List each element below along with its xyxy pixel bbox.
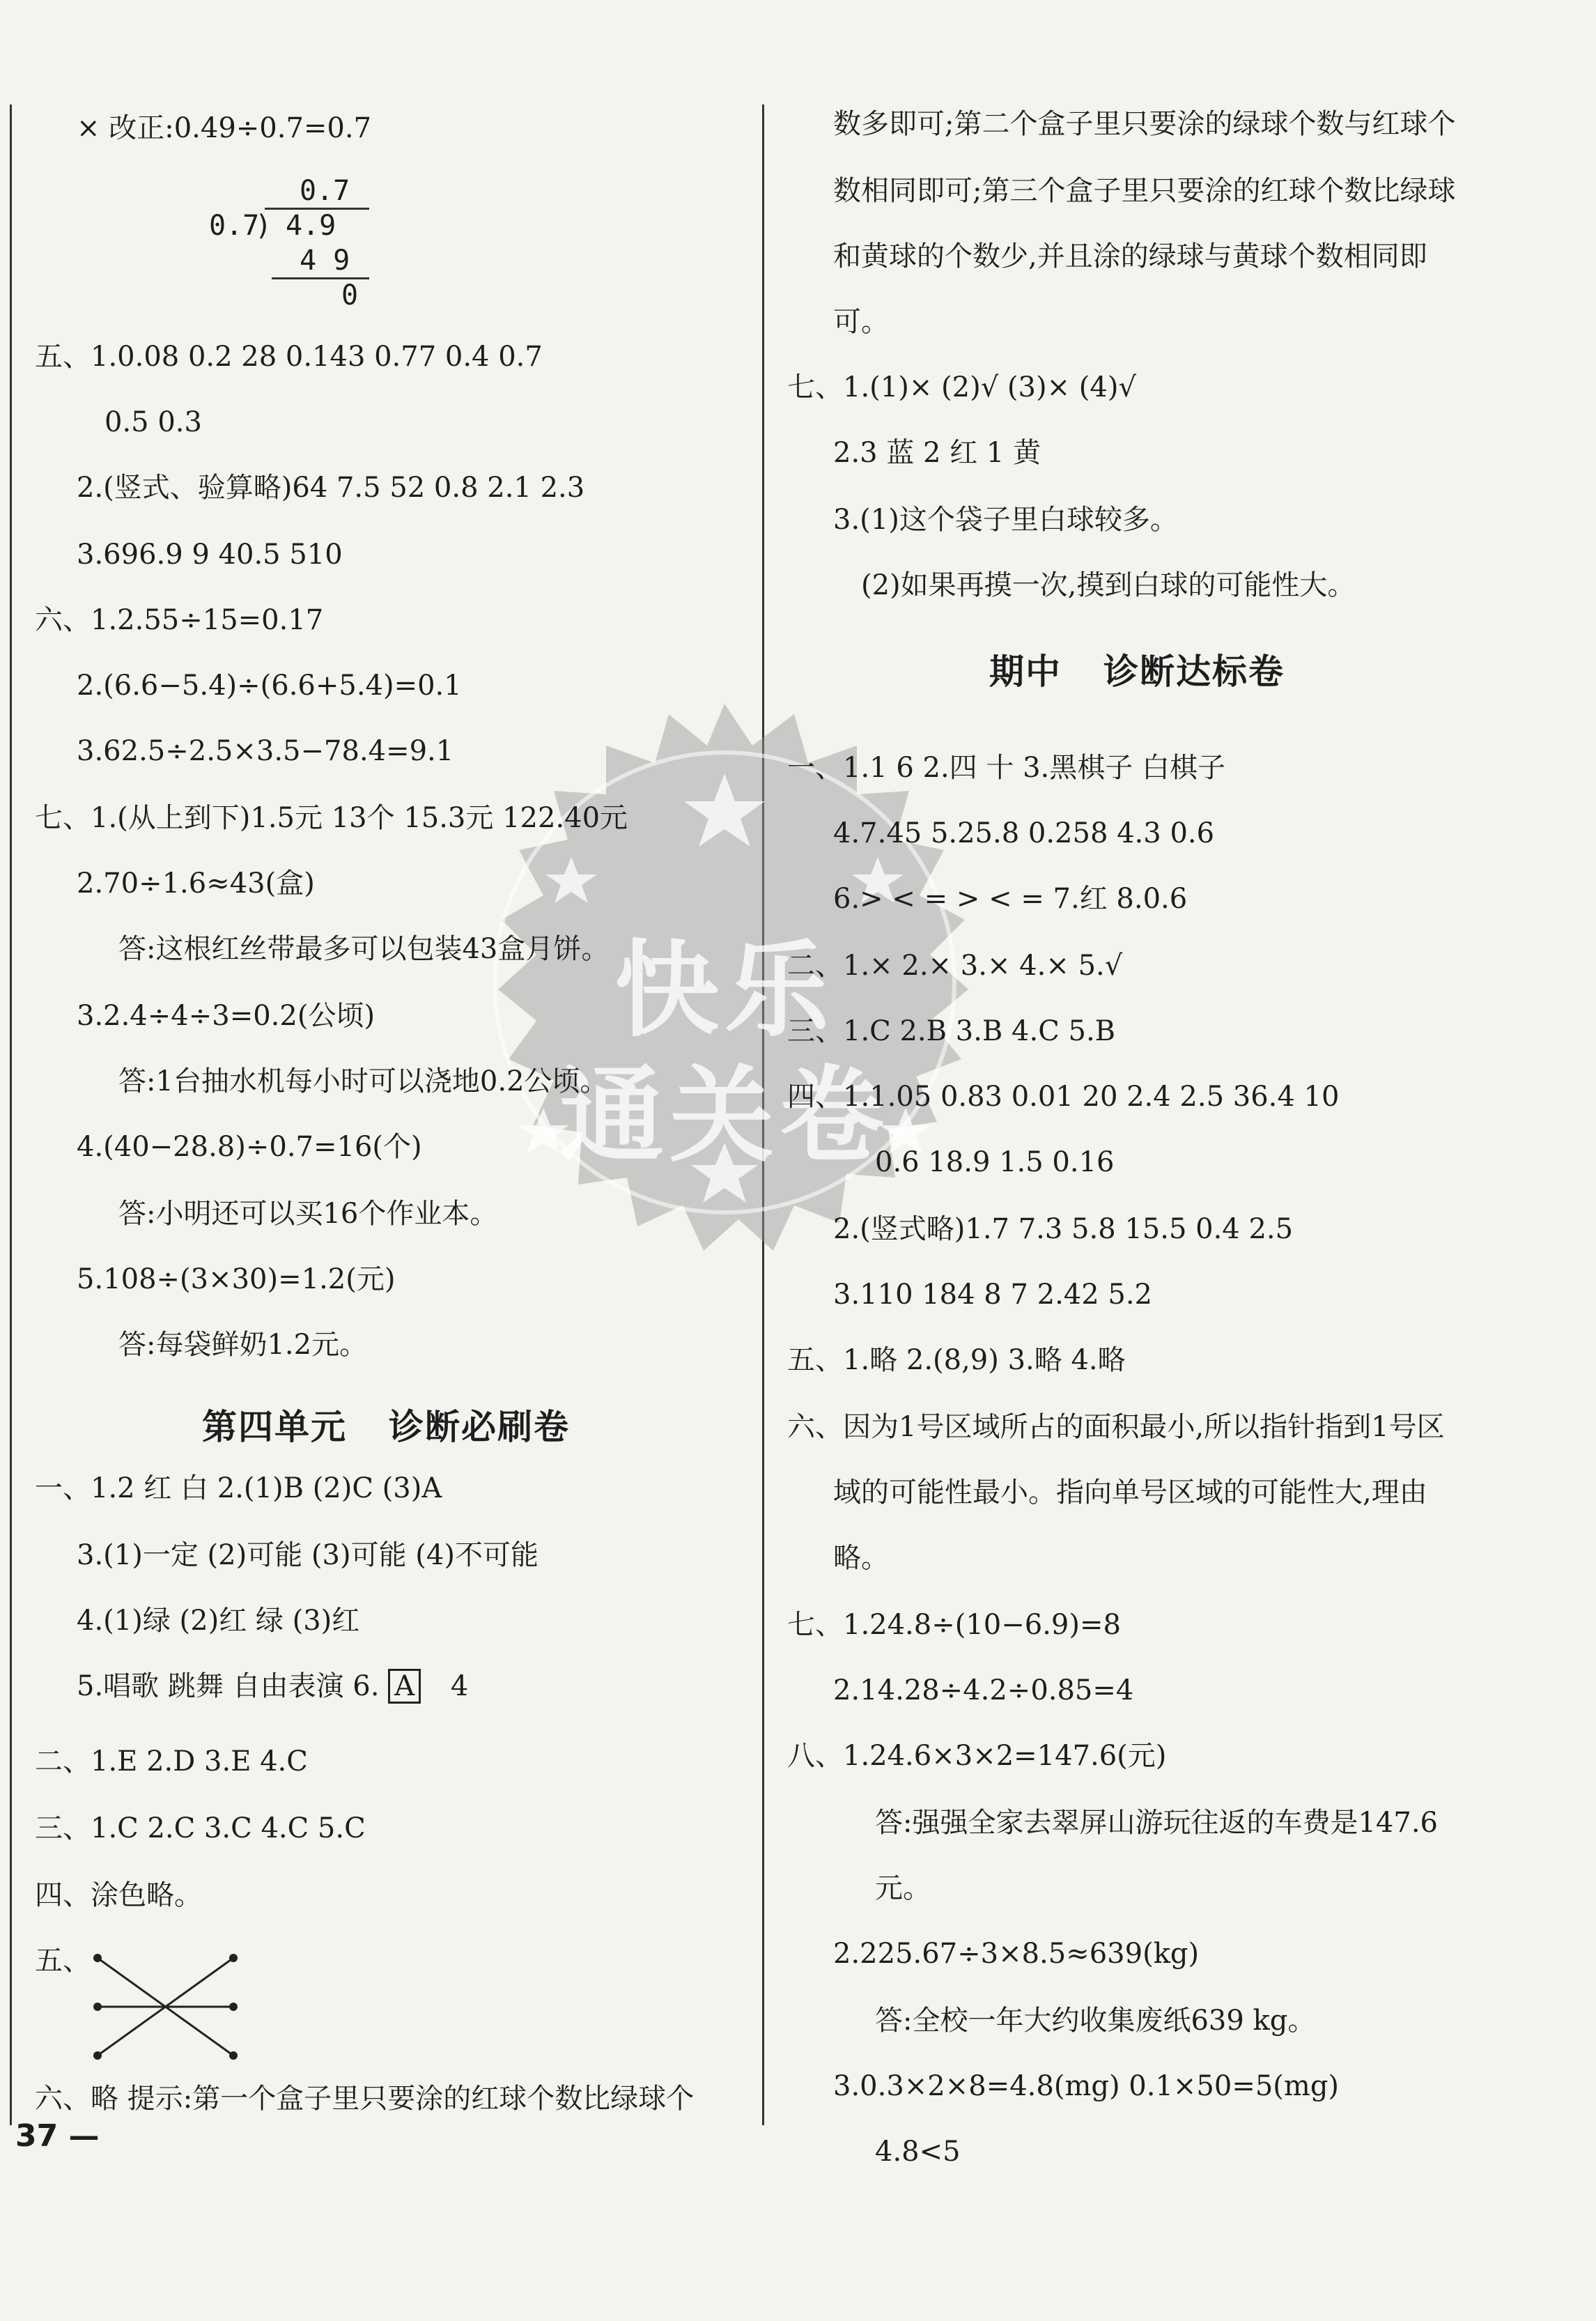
midterm-title-b: 诊断达标卷 (1103, 651, 1285, 692)
midterm-title (989, 644, 1285, 694)
m-sec8-q1-answer: 答:强强全家去翠屏山游玩往返的车费是147.6 (875, 1807, 1438, 1839)
u4-sec6: 六、略 提示:第一个盒子里只要涂的红球个数比绿球个 (35, 2083, 695, 2115)
m-sec6-line2: 域的可能性最小。指向单号区域的可能性大,理由 (833, 1476, 1427, 1509)
page-number-text: 37 (15, 2118, 59, 2154)
m-sec8-q3: 3.0.3×2×8=4.8(mg) 0.1×50=5(mg) (833, 2070, 1340, 2102)
m-sec8-q2: 2.225.67÷3×8.5≈639(kg) (833, 1938, 1200, 1970)
m-sec4-q3: 3.110 184 8 7 2.42 5.2 (833, 1279, 1153, 1311)
m-sec4-q1: 四、1.1.05 0.83 0.01 20 2.4 2.5 36.4 10 (787, 1081, 1340, 1113)
u4-sec5: 五、 (35, 1945, 91, 1977)
u4-sec1-q3: 3.(1)一定 (2)可能 (3)可能 (4)不可能 (77, 1539, 539, 1571)
u4-sec1-q5 (77, 1667, 468, 1706)
unit4-title-a: 第四单元 (202, 1407, 347, 1447)
sec6-q1: 六、1.2.55÷15=0.17 (35, 604, 324, 636)
sec7-q4-answer: 答:小明还可以买16个作业本。 (118, 1198, 498, 1230)
hint-cont-2: 数相同即可;第三个盒子里只要涂的红球个数比绿球 (833, 175, 1456, 207)
m-sec4-q1-cont: 0.6 18.9 1.5 0.16 (875, 1146, 1115, 1178)
m-sec8-q1-answer-cont: 元。 (875, 1872, 931, 1904)
boxed-answer: A (388, 1669, 421, 1704)
m-sec7-q2: 2.14.28÷4.2÷0.85=4 (833, 1674, 1134, 1706)
m-sec1-q4: 4.7.45 5.25.8 0.258 4.3 0.6 (833, 817, 1215, 849)
u4-sec1-q6-count: 4 (450, 1670, 469, 1702)
sec6-q3: 3.62.5÷2.5×3.5−78.4=9.1 (77, 735, 454, 767)
u4-sec1-q5-text: 5.唱歌 跳舞 自由表演 6. (77, 1670, 380, 1702)
sec7-q5: 5.108÷(3×30)=1.2(元) (77, 1263, 396, 1295)
hint-cont-3: 和黄球的个数少,并且涂的绿球与黄球个数相同即 (833, 240, 1427, 272)
sec7-q5-answer: 答:每袋鲜奶1.2元。 (118, 1329, 368, 1361)
unit4-title-b: 诊断必刷卷 (389, 1407, 570, 1447)
division-quotient: 0.7 (300, 175, 350, 207)
m-sec2: 二、1.× 2.× 3.× 4.× 5.√ (787, 950, 1123, 982)
m-sec6-line1: 六、因为1号区域所占的面积最小,所以指针指到1号区 (787, 1411, 1445, 1443)
m-sec6-line3: 略。 (833, 1542, 889, 1574)
watermark-line1: 快乐 (614, 930, 835, 1051)
r-sec7-q3: 3.(1)这个袋子里白球较多。 (833, 504, 1178, 536)
sec6-q2: 2.(6.6−5.4)÷(6.6+5.4)=0.1 (77, 670, 462, 702)
matching-diagram (91, 1951, 251, 2062)
r-sec7-q3b: (2)如果再摸一次,摸到白球的可能性大。 (861, 569, 1356, 601)
sec7-q3: 3.2.4÷4÷3=0.2(公顷) (77, 1000, 375, 1032)
division-remainder: 0 (341, 279, 359, 311)
sec7-q2-answer: 答:这根红丝带最多可以包装43盒月饼。 (118, 933, 610, 965)
m-sec3: 三、1.C 2.B 3.B 4.C 5.B (787, 1015, 1116, 1047)
m-sec4-q2: 2.(竖式略)1.7 7.3 5.8 15.5 0.4 2.5 (833, 1213, 1294, 1245)
correction-line: × 改正:0.49÷0.7=0.7 (77, 112, 372, 144)
m-sec1-q6: 6.> < = > < = 7.红 8.0.6 (833, 883, 1188, 915)
sec5-q3: 3.696.9 9 40.5 510 (77, 539, 343, 571)
division-bracket: ) (255, 210, 272, 242)
u4-sec1-q4: 4.(1)绿 (2)红 绿 (3)红 (77, 1605, 360, 1637)
m-sec8-q3-cont: 4.8<5 (875, 2136, 961, 2168)
m-sec8-q1: 八、1.24.6×3×2=147.6(元) (787, 1740, 1167, 1772)
unit4-title (202, 1399, 570, 1449)
m-sec8-q2-answer: 答:全校一年大约收集废纸639 kg。 (875, 2005, 1316, 2037)
sec7-q1: 七、1.(从上到下)1.5元 13个 15.3元 122.40元 (35, 802, 628, 834)
page-number: 37 — (15, 2118, 100, 2154)
hint-cont-4: 可。 (833, 306, 889, 338)
midterm-title-a: 期中 (989, 651, 1062, 692)
division-divisor: 0.7 (209, 210, 260, 242)
u4-sec2: 二、1.E 2.D 3.E 4.C (35, 1745, 308, 1778)
sec5-q1: 五、1.0.08 0.2 28 0.143 0.77 0.4 0.7 (35, 341, 543, 373)
sec7-q4: 4.(40−28.8)÷0.7=16(个) (77, 1131, 422, 1163)
u4-sec3: 三、1.C 2.C 3.C 4.C 5.C (35, 1812, 366, 1844)
u4-sec1-q1: 一、1.2 红 白 2.(1)B (2)C (3)A (35, 1472, 442, 1504)
sec7-q3-answer: 答:1台抽水机每小时可以浇地0.2公顷。 (118, 1065, 608, 1097)
m-sec5: 五、1.略 2.(8,9) 3.略 4.略 (787, 1344, 1126, 1376)
left-margin-rule (10, 105, 12, 2125)
m-sec7-q1: 七、1.24.8÷(10−6.9)=8 (787, 1609, 1121, 1641)
u4-sec4: 四、涂色略。 (35, 1879, 202, 1911)
watermark-line2: 通关卷 (559, 1056, 890, 1177)
sec5-q2: 2.(竖式、验算略)64 7.5 52 0.8 2.1 2.3 (77, 472, 585, 504)
r-sec7-q1: 七、1.(1)× (2)√ (3)× (4)√ (787, 371, 1136, 403)
division-dividend: 4.9 (286, 210, 336, 242)
r-sec7-q2: 2.3 蓝 2 红 1 黄 (833, 437, 1041, 469)
m-sec1-q1: 一、1.1 6 2.四 十 3.黑棋子 白棋子 (787, 752, 1225, 784)
division-product: 4 9 (300, 245, 350, 277)
hint-cont-1: 数多即可;第二个盒子里只要涂的绿球个数与红球个 (833, 108, 1456, 140)
sec7-q2: 2.70÷1.6≈43(盒) (77, 868, 315, 900)
sec5-q1-cont: 0.5 0.3 (104, 406, 202, 438)
